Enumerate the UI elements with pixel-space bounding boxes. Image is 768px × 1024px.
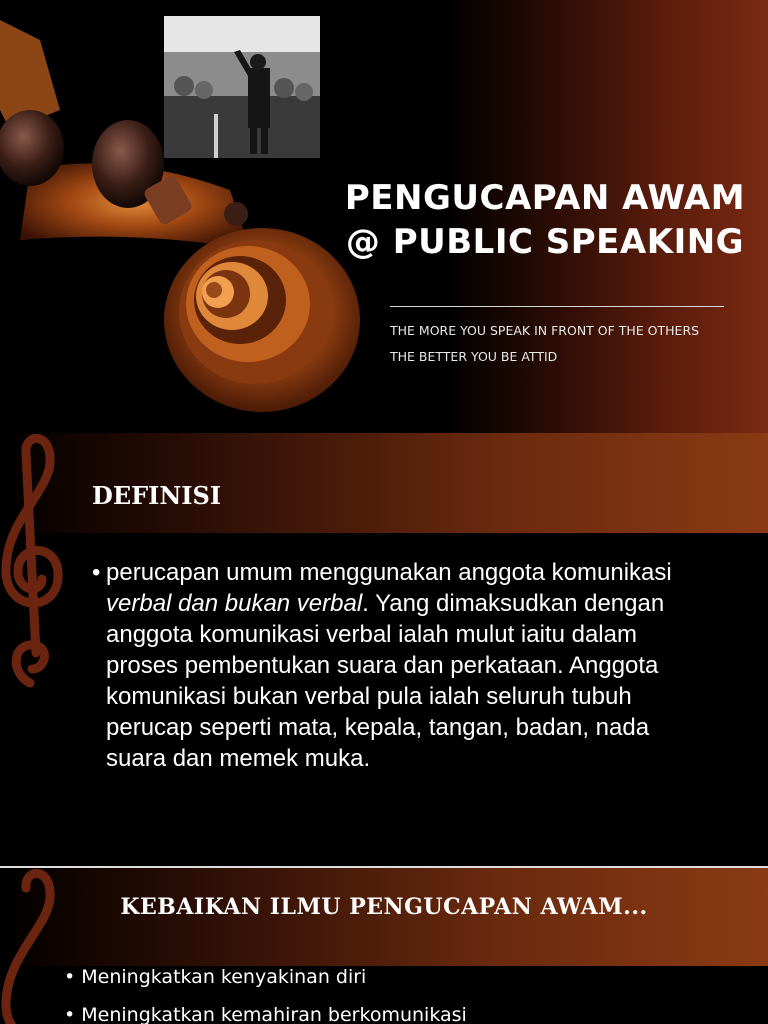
speaker-photo [164, 16, 320, 158]
definisi-text-part1: perucapan umum menggunakan anggota komunikasi [106, 559, 672, 586]
list-item: • Meningkatkan kenyakinan diri [64, 958, 467, 996]
speaker-photo-icon [164, 16, 320, 158]
slide-title [0, 0, 768, 433]
definisi-text-part2: . Yang dimaksudkan dengan anggota komunikasi verbal ialah mulut iaitu dalam proses pembentukan suara dan perkataan. Anggota komunikasi bukan verbal pula ialah seluruh tubuh perucap seperti mata, kepala, tangan, badan, nada suara dan memek muka. [106, 590, 665, 772]
slide-definisi [0, 433, 768, 866]
treble-clef-icon [0, 868, 70, 1024]
title-line-1: PENGUCAPAN AWAM [344, 178, 746, 218]
subtitle-line-1: THE MORE YOU SPEAK IN FRONT OF THE OTHERS [390, 323, 700, 338]
definisi-text-italic: verbal dan bukan verbal [106, 590, 363, 617]
list-item: • Meningkatkan kemahiran berkomunikasi [64, 996, 467, 1024]
subtitle-line-2: THE BETTER YOU BE ATTID [390, 349, 558, 364]
kebaikan-title: KEBAIKAN ILMU PENGUCAPAN AWAM... [120, 894, 648, 920]
slide-kebaikan [0, 868, 768, 1024]
definisi-title: DEFINISI [92, 481, 222, 510]
definisi-body [92, 557, 692, 774]
bullet-marker: • [92, 559, 101, 586]
title-divider [390, 306, 724, 307]
definisi-text [106, 557, 692, 774]
slide-title-heading [330, 176, 760, 264]
title-line-2: @ PUBLIC SPEAKING [345, 222, 745, 262]
treble-clef-icon [0, 433, 70, 693]
kebaikan-list [64, 958, 467, 1024]
slide-subtitle [390, 318, 750, 370]
